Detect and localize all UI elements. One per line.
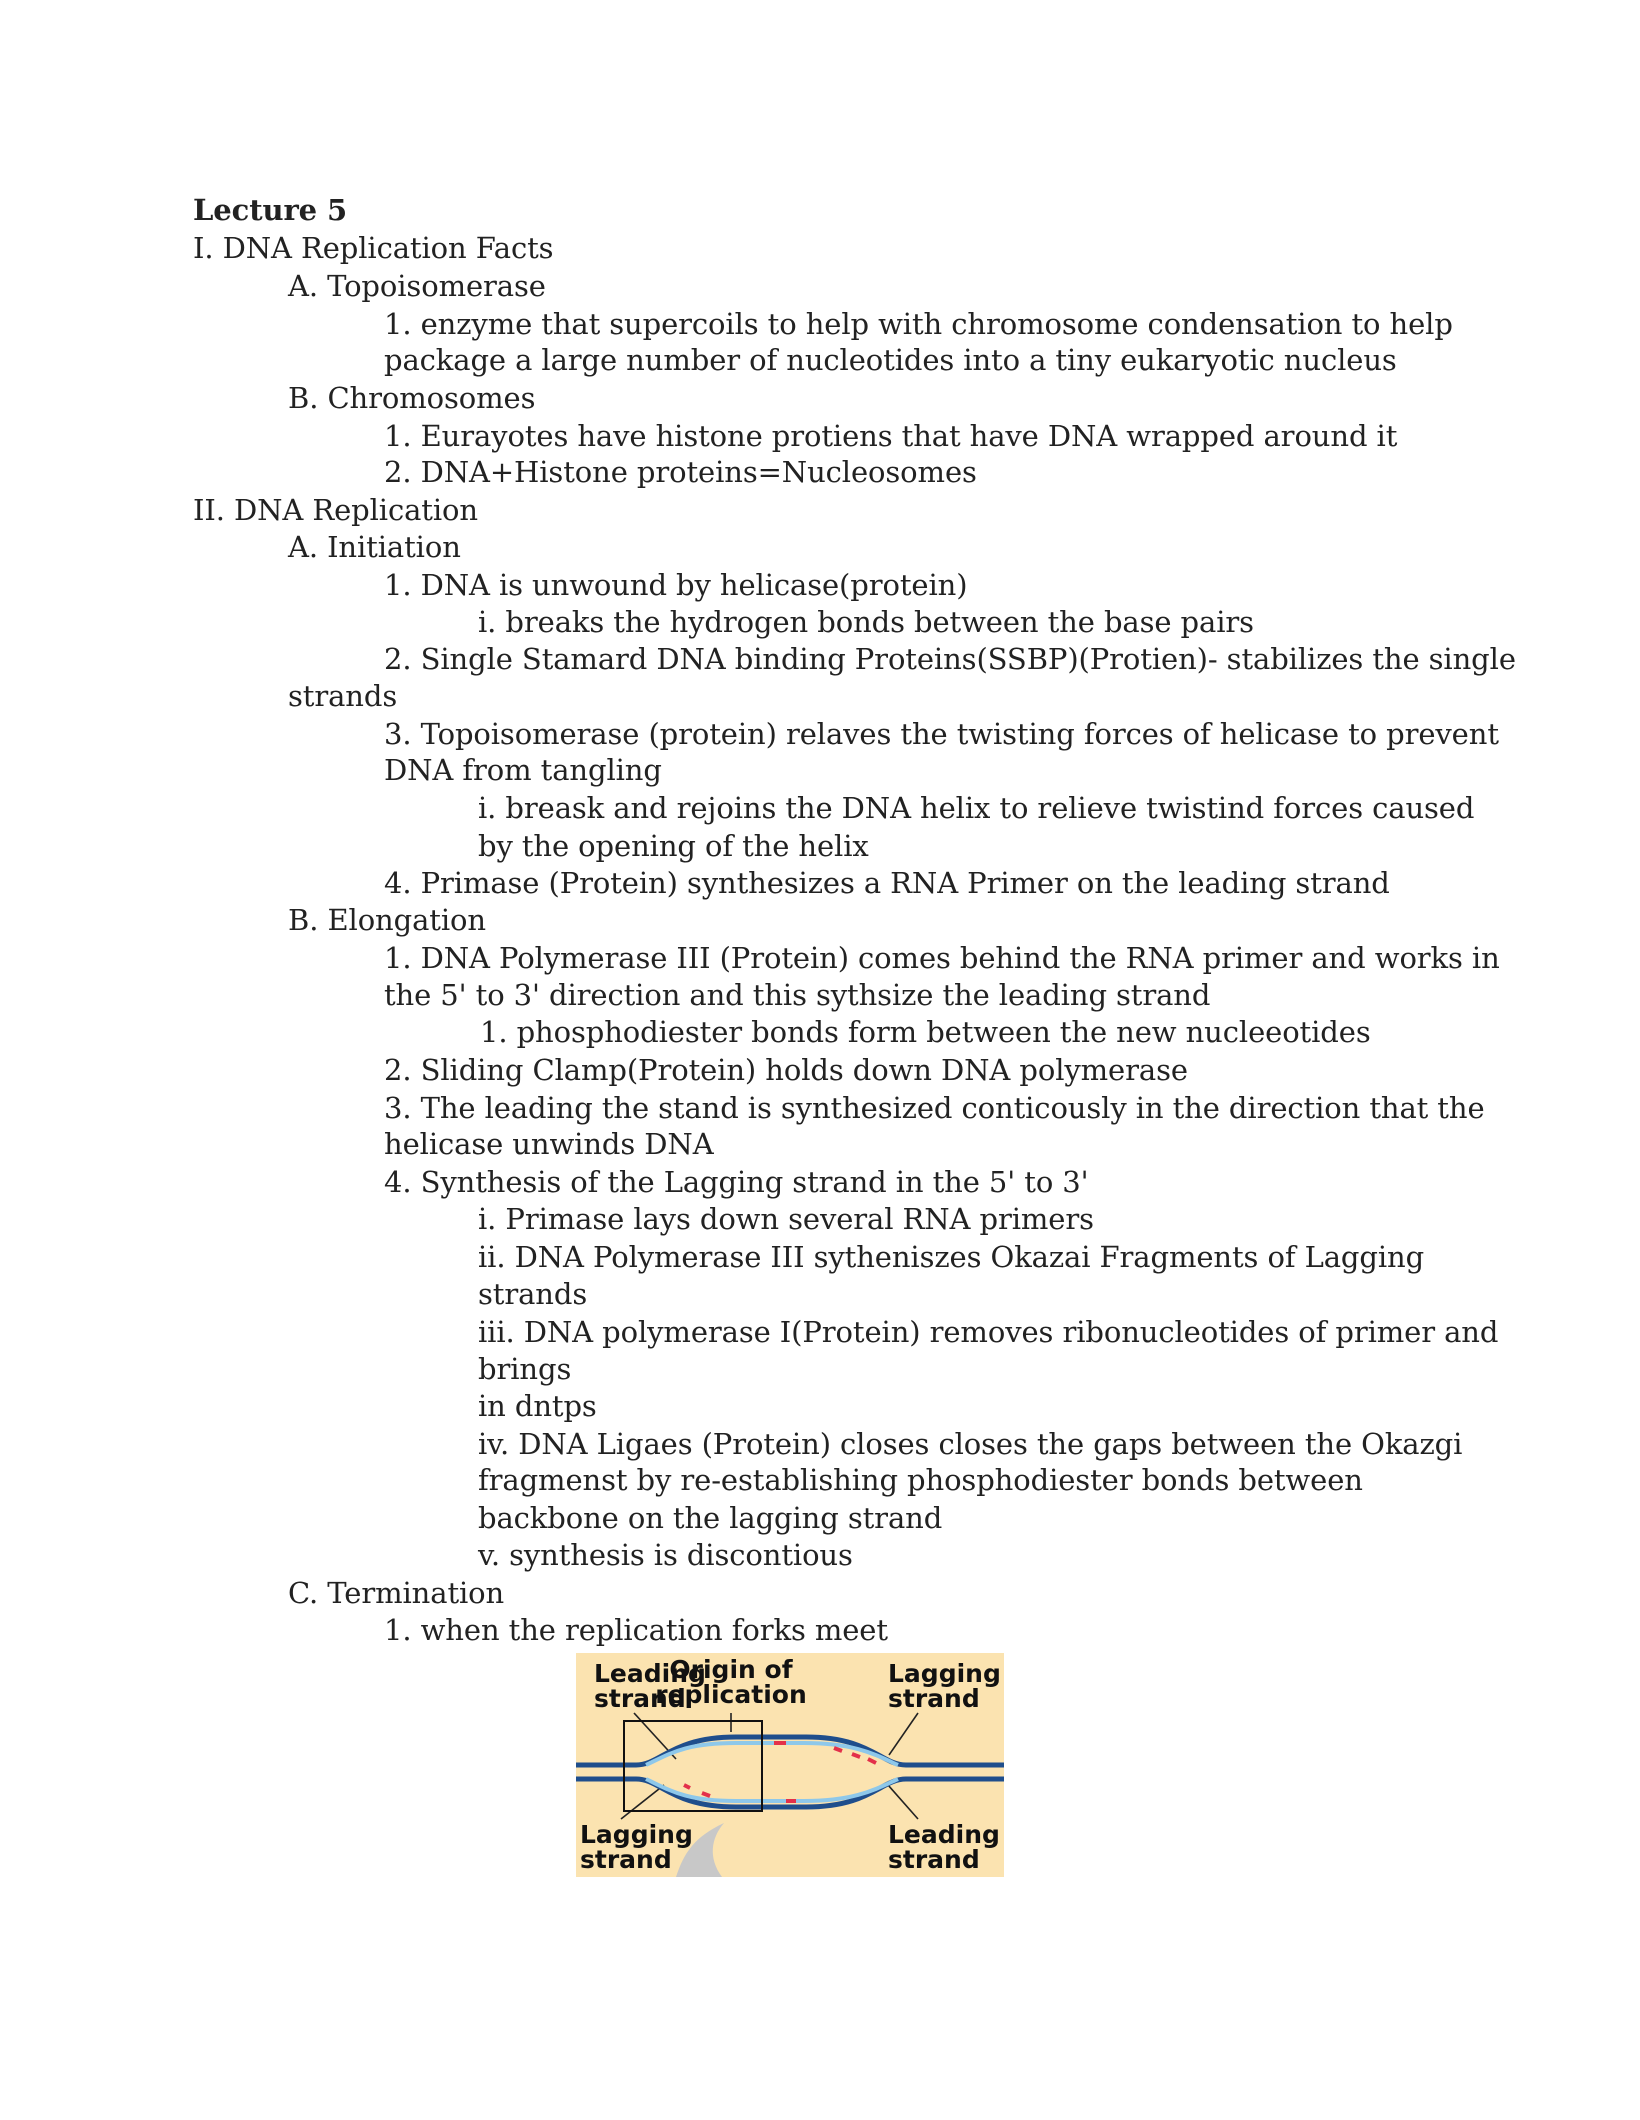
leader-line <box>621 1785 664 1819</box>
label-leading-strand-top-left-2: strand <box>594 1684 686 1713</box>
new-strands <box>646 1743 898 1801</box>
outline-line: strands <box>288 679 398 713</box>
outline-line: v. synthesis is discontious <box>478 1538 853 1572</box>
outline-line: the 5' to 3' direction and this sythsize the leading strand <box>384 978 1211 1012</box>
outline-line: iv. DNA Ligaes (Protein) closes closes the gaps between the Okazgi <box>478 1427 1463 1461</box>
rna-primers <box>684 1743 876 1801</box>
outline-line: 3. Topoisomerase (protein) relaves the twisting forces of helicase to prevent <box>384 717 1499 751</box>
label-leading-strand-top-left-1: Leading <box>594 1659 706 1688</box>
replication-bubble-diagram <box>576 1653 1004 1877</box>
outline-line: i. breaks the hydrogen bonds between the base pairs <box>478 605 1254 639</box>
outline-line: 1. DNA Polymerase III (Protein) comes behind the RNA primer and works in <box>384 941 1500 975</box>
outline-line: 2. Sliding Clamp(Protein) holds down DNA polymerase <box>384 1053 1188 1087</box>
outline-line: ii. DNA Polymerase III sytheniszes Okazai Fragments of Lagging <box>478 1240 1425 1274</box>
outline-line: brings <box>478 1352 572 1386</box>
label-origin-1: Origin of <box>669 1655 793 1684</box>
outline-line: by the opening of the helix <box>478 829 869 863</box>
outline-line: 1. enzyme that supercoils to help with chromosome condensation to help <box>384 307 1453 341</box>
outline-line: 1. when the replication forks meet <box>384 1613 888 1647</box>
outline-line: DNA from tangling <box>384 753 662 787</box>
outline-line: i. breask and rejoins the DNA helix to relieve twistind forces caused <box>478 791 1475 825</box>
outline-line: helicase unwinds DNA <box>384 1127 714 1161</box>
label-lagging-strand-top-right-2: strand <box>888 1684 980 1713</box>
heading-chromosomes: B. Chromosomes <box>288 381 536 415</box>
heading-elongation: B. Elongation <box>288 903 486 937</box>
leader-line <box>889 1713 918 1755</box>
outline-line: 4. Primase (Protein) synthesizes a RNA Primer on the leading strand <box>384 866 1390 900</box>
outline-line: i. Primase lays down several RNA primers <box>478 1202 1094 1236</box>
parental-strands <box>576 1737 1004 1807</box>
outline-line: fragmenst by re-establishing phosphodiester bonds between <box>478 1463 1363 1497</box>
outline-line: 2. DNA+Histone proteins=Nucleosomes <box>384 455 977 489</box>
heading-topoisomerase: A. Topoisomerase <box>288 269 546 303</box>
label-leading-strand-bottom-right-2: strand <box>888 1845 980 1874</box>
heading-initiation: A. Initiation <box>288 530 461 564</box>
leader-line <box>888 1785 918 1819</box>
outline-line: strands <box>478 1277 588 1311</box>
heading-section-ii: II. DNA Replication <box>193 493 478 527</box>
outline-line: 4. Synthesis of the Lagging strand in the 5' to 3' <box>384 1165 1089 1199</box>
heading-section-i: I. DNA Replication Facts <box>193 231 554 265</box>
outline-line: 1. Eurayotes have histone protiens that have DNA wrapped around it <box>384 419 1398 453</box>
heading-termination: C. Termination <box>288 1576 505 1610</box>
outline-line: 1. phosphodiester bonds form between the new nucleeotides <box>480 1015 1371 1049</box>
replication-bubble-figure <box>576 1653 1004 1877</box>
outline-line: 1. DNA is unwound by helicase(protein) <box>384 568 968 602</box>
outline-line: 2. Single Stamard DNA binding Proteins(SSBP)(Protien)- stabilizes the single <box>384 642 1516 676</box>
outline-line: in dntps <box>478 1389 597 1423</box>
lecture-title: Lecture 5 <box>193 193 348 227</box>
label-origin-2: replication <box>655 1680 807 1709</box>
label-lagging-strand-bottom-left-1: Lagging <box>580 1820 693 1849</box>
label-leading-strand-bottom-right-1: Leading <box>888 1820 1000 1849</box>
outline-line: package a large number of nucleotides into a tiny eukaryotic nucleus <box>384 343 1397 377</box>
outline-line: backbone on the lagging strand <box>478 1501 943 1535</box>
outline-line: iii. DNA polymerase I(Protein) removes ribonucleotides of primer and <box>478 1315 1499 1349</box>
label-lagging-strand-bottom-left-2: strand <box>580 1845 672 1874</box>
outline-line: 3. The leading the stand is synthesized conticously in the direction that the <box>384 1091 1485 1125</box>
label-lagging-strand-top-right-1: Lagging <box>888 1659 1001 1688</box>
